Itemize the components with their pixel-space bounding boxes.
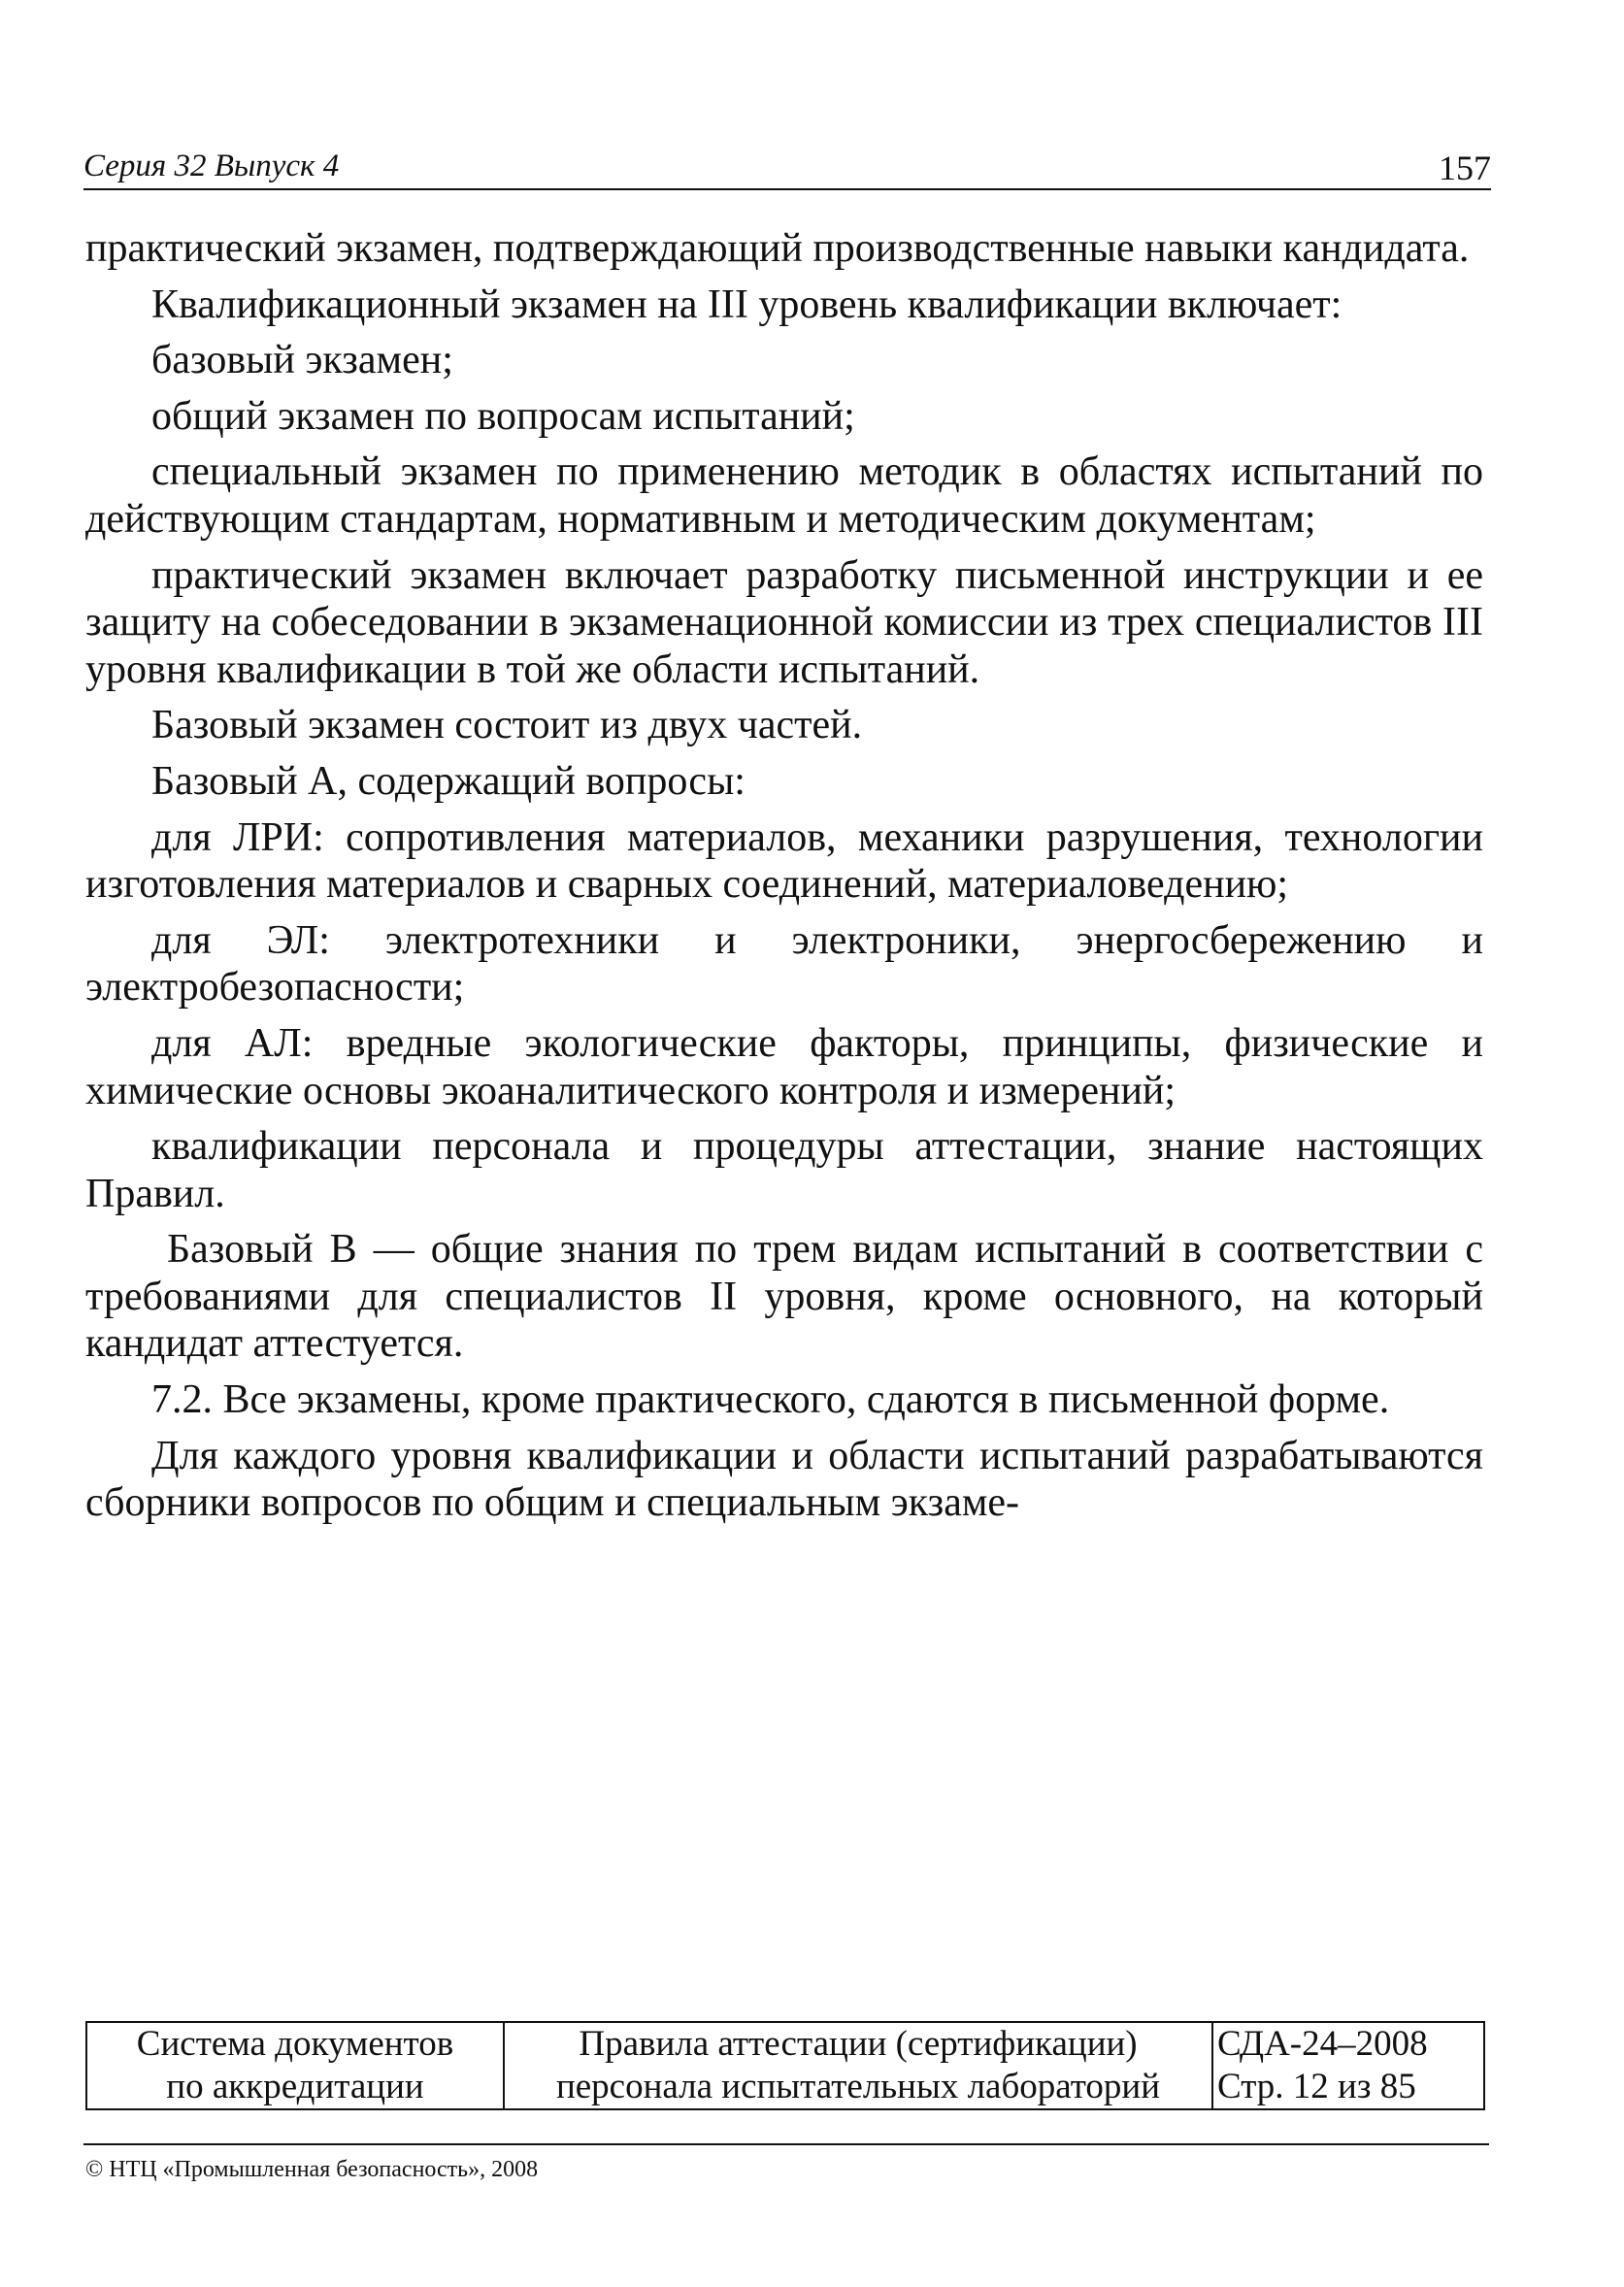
title-cell [504,2022,1212,2109]
paragraph: Для каждого уровня квалификации и области испытаний разрабатываются сборники вопросов по общим и специальным экзаме- [85,1433,1483,1526]
document-info-table [85,2021,1485,2110]
list-item: для АЛ: вредные экологические факторы, принципы, физические и химические основы экоаналитического контроля и измерений; [85,1020,1483,1113]
page-header [83,142,1491,190]
title-line-2: персонала испытательных лабораторий [555,2067,1161,2106]
paragraph: Базовый В — общие знания по трем видам испытаний в соответствии с требованиями для специалистов II уровня, кроме основного, на который кандидат аттестуется. [85,1227,1483,1367]
footer-divider [83,2143,1489,2145]
body-text [85,225,1483,1527]
system-line-2: по аккредитации [166,2067,424,2106]
paragraph: Базовый экзамен состоит из двух частей. [151,703,863,748]
list-item: для ЛРИ: сопротивления материалов, механики разрушения, технологии изготовления материалов и сварных соединений, материаловедению; [85,814,1483,908]
system-line-1: Система документов [136,2024,454,2064]
list-item: базовый экзамен; [151,338,453,383]
title-line-1: Правила аттестации (сертификации) [579,2024,1138,2064]
page-of-total: Стр. 12 из 85 [1217,2067,1416,2106]
paragraph: Квалификационный экзамен на III уровень квалификации включает: [151,282,1342,327]
series-title: Серия 32 Выпуск 4 [83,149,340,183]
document-code: СДА-24–2008 [1217,2024,1428,2064]
document-code-cell [1212,2022,1484,2109]
list-item: квалификации персонала и процедуры аттестации, знание настоящих Правил. [85,1124,1483,1216]
list-item: специальный экзамен по применению методик в областях испытаний по действующим стандартам, нормативным и методическим документам; [85,449,1483,542]
paragraph: 7.2. Все экзамены, кроме практического, сдаются в письменной форме. [151,1377,1390,1423]
list-item: для ЭЛ: электротехники и электроники, энергосбережению и электробезопасности; [85,917,1483,1011]
copyright-text: © НТЦ «Промышленная безопасность», 2008 [85,2157,539,2182]
list-item: общий экзамен по вопросам испытаний; [151,393,855,439]
system-cell [86,2022,504,2109]
list-item: практический экзамен включает разработку письменной инструкции и ее защиту на собеседовании в экзаменационной комиссии из трех специалистов III уровня квалификации в той же области испытаний. [85,552,1483,692]
paragraph: практический экзамен, подтверждающий производственные навыки кандидата. [85,226,1470,271]
page-number: 157 [1439,149,1491,187]
paragraph: Базовый А, содержащий вопросы: [151,758,746,804]
